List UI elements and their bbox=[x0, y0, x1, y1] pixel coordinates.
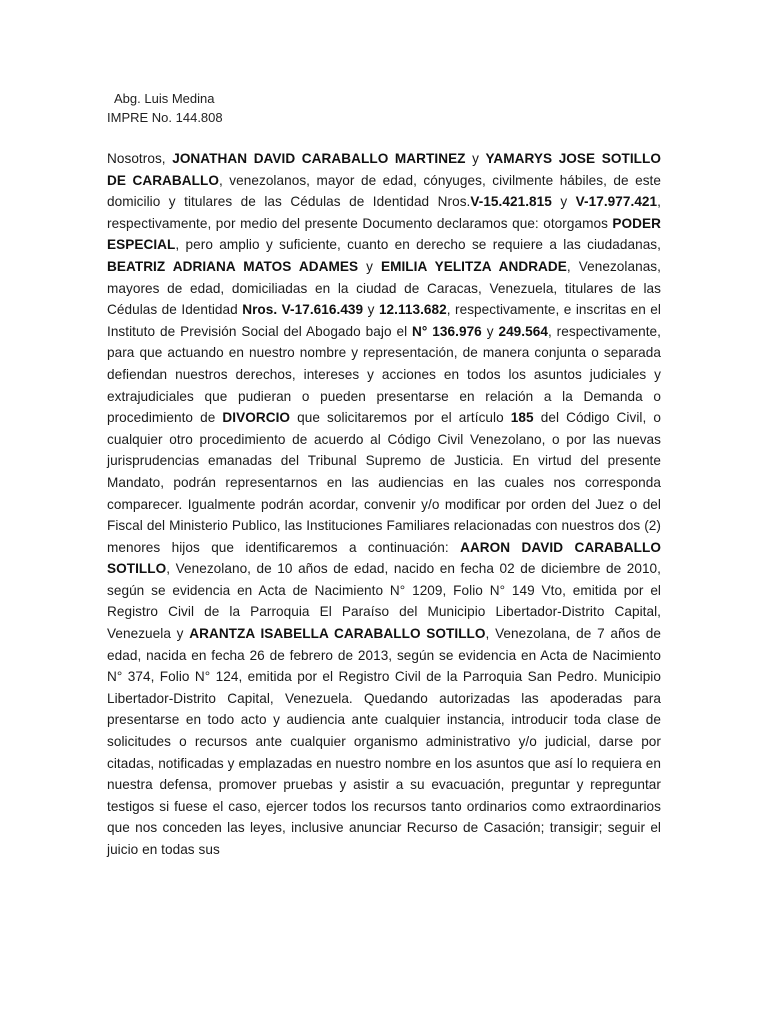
body-text-segment: , respectivamente, para que actuando en nuestro nombre y representación, de manera conjunta o separada defiendan nuestros derechos, intereses y acciones en todos los asuntos judiciales y extrajudiciales que pudieran o pueden presentarse en relación a la Demanda o procedimiento de bbox=[107, 323, 661, 426]
bold-ipsa-number: N° 136.976 bbox=[412, 323, 482, 339]
bold-divorcio: DIVORCIO bbox=[222, 410, 291, 426]
power-of-attorney-body bbox=[107, 148, 661, 861]
body-text-segment: y bbox=[363, 302, 379, 318]
body-text-segment: y bbox=[481, 323, 499, 339]
body-text-segment: y bbox=[551, 194, 576, 210]
bold-id-number: V-15.421.815 bbox=[470, 194, 552, 210]
bold-id-number: Nros. V-17.616.439 bbox=[242, 302, 364, 318]
bold-name-aaron: AARON DAVID CARABALLO SOTILLO bbox=[107, 539, 661, 577]
lawyer-name: Abg. Luis Medina bbox=[114, 91, 215, 106]
body-text-segment: que solicitaremos por el artículo bbox=[290, 410, 511, 426]
body-text-segment: , Venezolana, de 7 años de edad, nacida en fecha 26 de febrero de 2013, según se evidencia en Acta de Nacimiento N° 374, Folio N° 124, emitida por el Registro Civil de la Parroquia San Pedro. Municipio Libertador-Distrito Capital, Venezuela. Quedando autorizadas las apoderadas para presentarse en todo acto y audiencia ante cualquier instancia, introducir toda clase de solicitudes o recursos ante cualquier organismo administrativo y/o judicial, darse por citadas, notificadas y emplazadas en nuestro nombre en los asuntos que así lo requiera en nuestra defensa, promover pruebas y asistir a su evacuación, preguntar y repreguntar testigos si fuese el caso, ejercer todos los recursos tanto ordinarios como extraordinarios que nos conceden las leyes, inclusive anunciar Recurso de Casación; transigir; seguir el juicio en todas sus bbox=[107, 626, 662, 857]
bold-name-emilia: EMILIA YELITZA ANDRADE bbox=[380, 258, 567, 274]
body-text-segment: , pero amplio y suficiente, cuanto en derecho se requiere a las ciudadanas, bbox=[175, 237, 661, 253]
body-text-segment: del Código Civil, o cualquier otro procedimiento de acuerdo al Código Civil Venezolano, o por las nuevas jurisprudencias emanadas del Tribunal Supremo de Justicia. En virtud del presente Mandato, podrán representarnos en las audiencias en las cuales nos corresponda comparecer. Igualmente podrán acordar, convenir y/o modificar por orden del Juez o del Fiscal del Ministerio Publico, las Instituciones Familiares relacionadas con nuestros dos (2) menores hijos que identificaremos a continuación: bbox=[107, 410, 661, 555]
bold-name-beatriz: BEATRIZ ADRIANA MATOS ADAMES bbox=[107, 258, 359, 274]
bold-name-jonathan: JONATHAN DAVID CARABALLO MARTINEZ bbox=[172, 151, 466, 166]
body-text-segment: , Venezolano, de 10 años de edad, nacido en fecha 02 de diciembre de 2010, según se evidencia en Acta de Nacimiento N° 1209, Folio N° 149 Vto, emitida por el Registro Civil de la Parroquia El Paraíso del Municipio Libertador-Distrito Capital, Venezuela y bbox=[107, 561, 661, 642]
bold-ipsa-number: 249.564 bbox=[498, 323, 548, 339]
document-header bbox=[107, 89, 223, 127]
body-text-segment: , respectivamente, e inscritas en el Instituto de Previsión Social del Abogado bajo el bbox=[107, 302, 661, 339]
bold-article-number: 185 bbox=[510, 410, 534, 426]
bold-id-number: 12.113.682 bbox=[378, 302, 447, 318]
bold-id-number: V-17.977.421 bbox=[575, 194, 658, 210]
body-text-segment: y bbox=[358, 258, 381, 274]
bold-poder-especial: PODER ESPECIAL bbox=[107, 215, 661, 253]
body-text-segment: , respectivamente, por medio del presente Documento declaramos que: otorgamos bbox=[107, 194, 661, 231]
bold-name-yamarys: YAMARYS JOSE SOTILLO DE CARABALLO bbox=[107, 151, 661, 188]
bold-name-arantza: ARANTZA ISABELLA CARABALLO SOTILLO bbox=[189, 626, 486, 642]
body-text-segment: y bbox=[465, 151, 486, 166]
impre-number: IMPRE No. 144.808 bbox=[107, 110, 223, 125]
body-text-segment: Nosotros, bbox=[107, 151, 173, 166]
body-text-segment: , venezolanos, mayor de edad, cónyuges, civilmente hábiles, de este domicilio y titulares de las Cédulas de Identidad Nros. bbox=[107, 172, 661, 210]
body-text-segment: , Venezolanas, mayores de edad, domiciliadas en la ciudad de Caracas, Venezuela, titulares de las Cédulas de Identidad bbox=[107, 258, 661, 318]
